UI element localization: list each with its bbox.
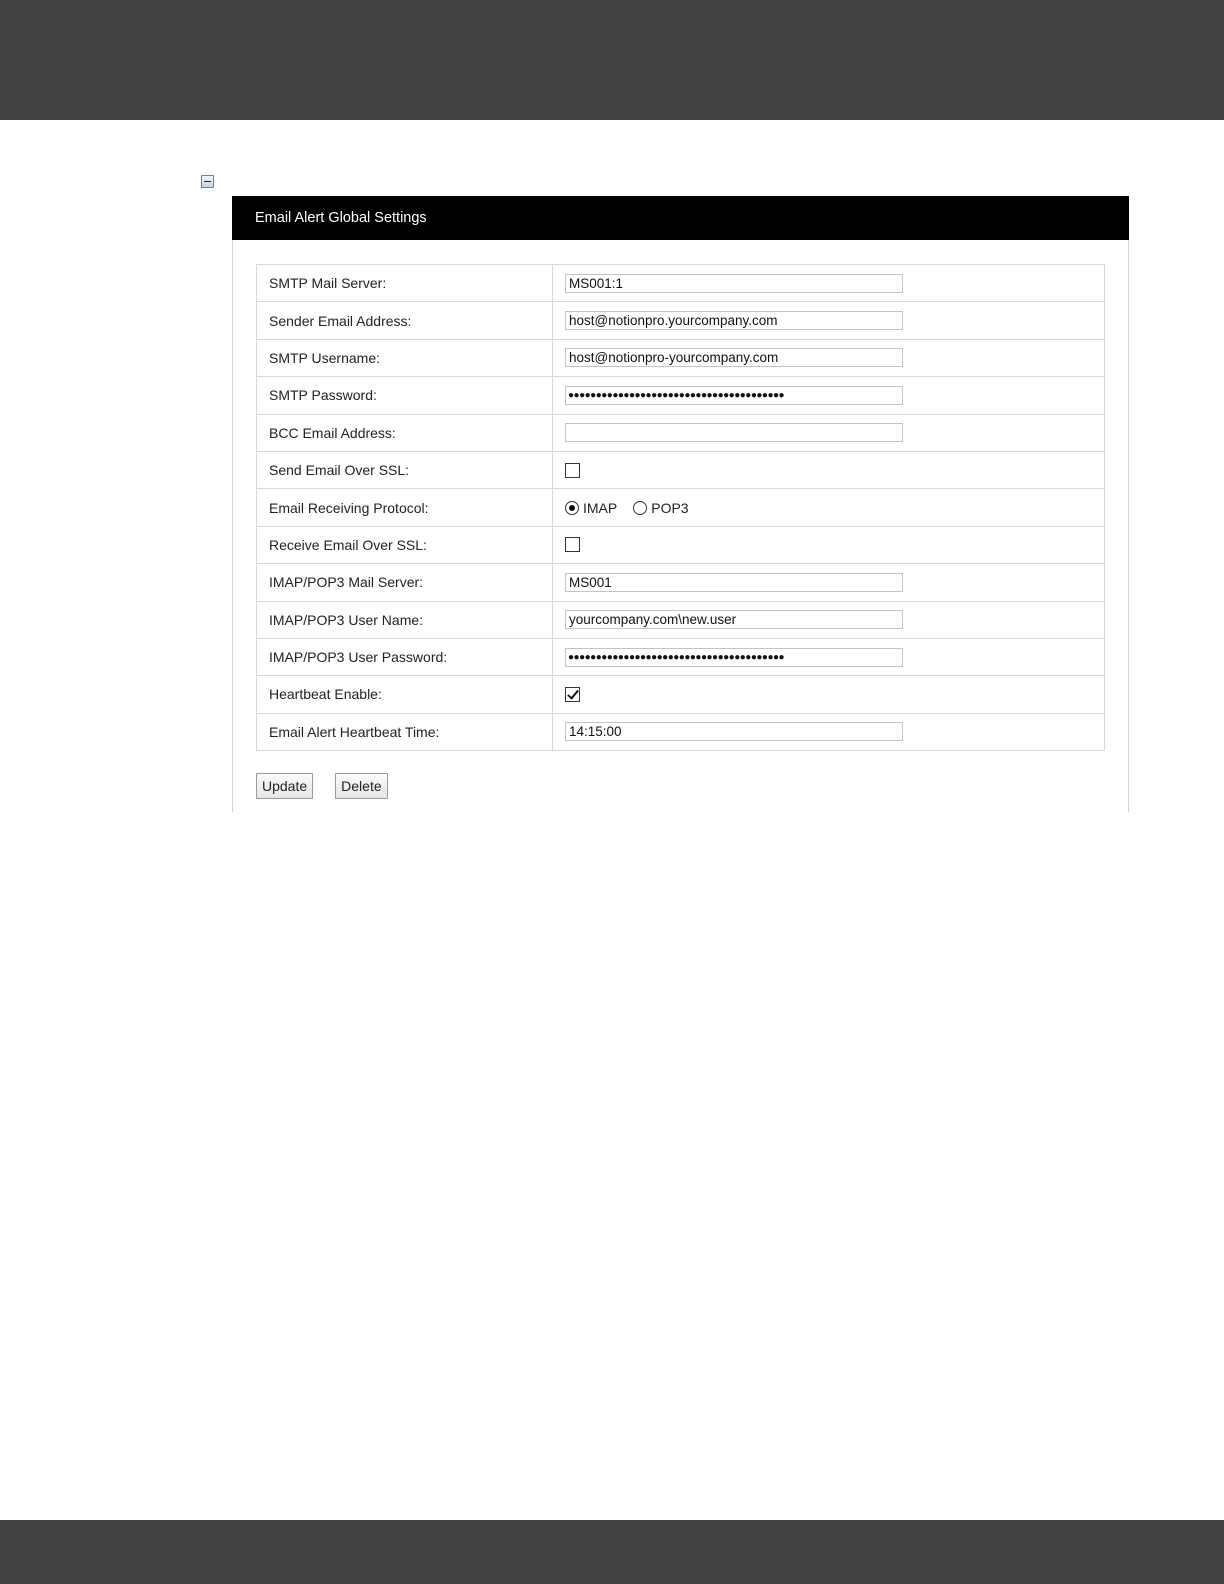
email-alert-settings-panel xyxy=(232,196,1129,812)
table-row xyxy=(257,526,1105,563)
panel-title: Email Alert Global Settings xyxy=(232,196,1129,240)
table-row xyxy=(257,489,1105,526)
smtp-mail-server-label: SMTP Mail Server: xyxy=(257,265,553,302)
heartbeat-enable-cell xyxy=(553,676,1105,713)
send-ssl-checkbox[interactable] xyxy=(565,463,580,478)
pop3-option[interactable] xyxy=(633,500,688,516)
table-row xyxy=(257,638,1105,675)
bottom-chrome-bar xyxy=(0,1520,1224,1584)
heartbeat-time-cell xyxy=(553,713,1105,750)
table-row xyxy=(257,414,1105,451)
smtp-password-cell xyxy=(553,377,1105,414)
smtp-mail-server-cell xyxy=(553,265,1105,302)
checkmark-icon xyxy=(567,687,579,699)
heartbeat-time-label: Email Alert Heartbeat Time: xyxy=(257,713,553,750)
table-row xyxy=(257,377,1105,414)
table-row xyxy=(257,564,1105,601)
heartbeat-enable-checkbox[interactable] xyxy=(565,687,580,702)
imap-password-cell xyxy=(553,638,1105,675)
smtp-username-cell xyxy=(553,339,1105,376)
send-ssl-cell xyxy=(553,451,1105,488)
receiving-protocol-radio-group xyxy=(565,500,1104,516)
sender-email-input[interactable] xyxy=(565,311,903,330)
delete-button[interactable]: Delete xyxy=(335,773,387,799)
receiving-protocol-label: Email Receiving Protocol: xyxy=(257,489,553,526)
receive-ssl-cell xyxy=(553,526,1105,563)
top-chrome-bar xyxy=(0,0,1224,120)
pop3-option-label: POP3 xyxy=(651,499,689,516)
table-row xyxy=(257,451,1105,488)
sender-email-cell xyxy=(553,302,1105,339)
table-row xyxy=(257,339,1105,376)
imap-radio[interactable] xyxy=(565,501,579,515)
pop3-radio[interactable] xyxy=(633,501,647,515)
settings-table xyxy=(256,264,1105,751)
bcc-email-cell xyxy=(553,414,1105,451)
smtp-username-label: SMTP Username: xyxy=(257,339,553,376)
table-row xyxy=(257,302,1105,339)
receive-ssl-label: Receive Email Over SSL: xyxy=(257,526,553,563)
bcc-email-label: BCC Email Address: xyxy=(257,414,553,451)
heartbeat-enable-label: Heartbeat Enable: xyxy=(257,676,553,713)
imap-option-label: IMAP xyxy=(583,499,618,516)
imap-username-input[interactable] xyxy=(565,610,903,629)
imap-server-label: IMAP/POP3 Mail Server: xyxy=(257,564,553,601)
smtp-password-input[interactable] xyxy=(565,386,903,405)
receiving-protocol-cell xyxy=(553,489,1105,526)
smtp-username-input[interactable] xyxy=(565,348,903,367)
smtp-password-label: SMTP Password: xyxy=(257,377,553,414)
imap-password-label: IMAP/POP3 User Password: xyxy=(257,638,553,675)
imap-username-label: IMAP/POP3 User Name: xyxy=(257,601,553,638)
imap-server-cell xyxy=(553,564,1105,601)
table-row xyxy=(257,265,1105,302)
table-row xyxy=(257,601,1105,638)
collapse-minus-icon[interactable] xyxy=(201,175,214,188)
bcc-email-input[interactable] xyxy=(565,423,903,442)
sender-email-label: Sender Email Address: xyxy=(257,302,553,339)
imap-password-input[interactable] xyxy=(565,648,903,667)
send-ssl-label: Send Email Over SSL: xyxy=(257,451,553,488)
table-row xyxy=(257,676,1105,713)
table-row xyxy=(257,713,1105,750)
minus-glyph xyxy=(204,181,211,182)
imap-server-input[interactable] xyxy=(565,573,903,592)
update-button[interactable]: Update xyxy=(256,773,313,799)
action-buttons xyxy=(256,773,388,799)
imap-username-cell xyxy=(553,601,1105,638)
smtp-mail-server-input[interactable] xyxy=(565,274,903,293)
receive-ssl-checkbox[interactable] xyxy=(565,537,580,552)
heartbeat-time-input[interactable] xyxy=(565,722,903,741)
imap-option[interactable] xyxy=(565,500,617,516)
radio-selected-dot xyxy=(569,505,575,511)
